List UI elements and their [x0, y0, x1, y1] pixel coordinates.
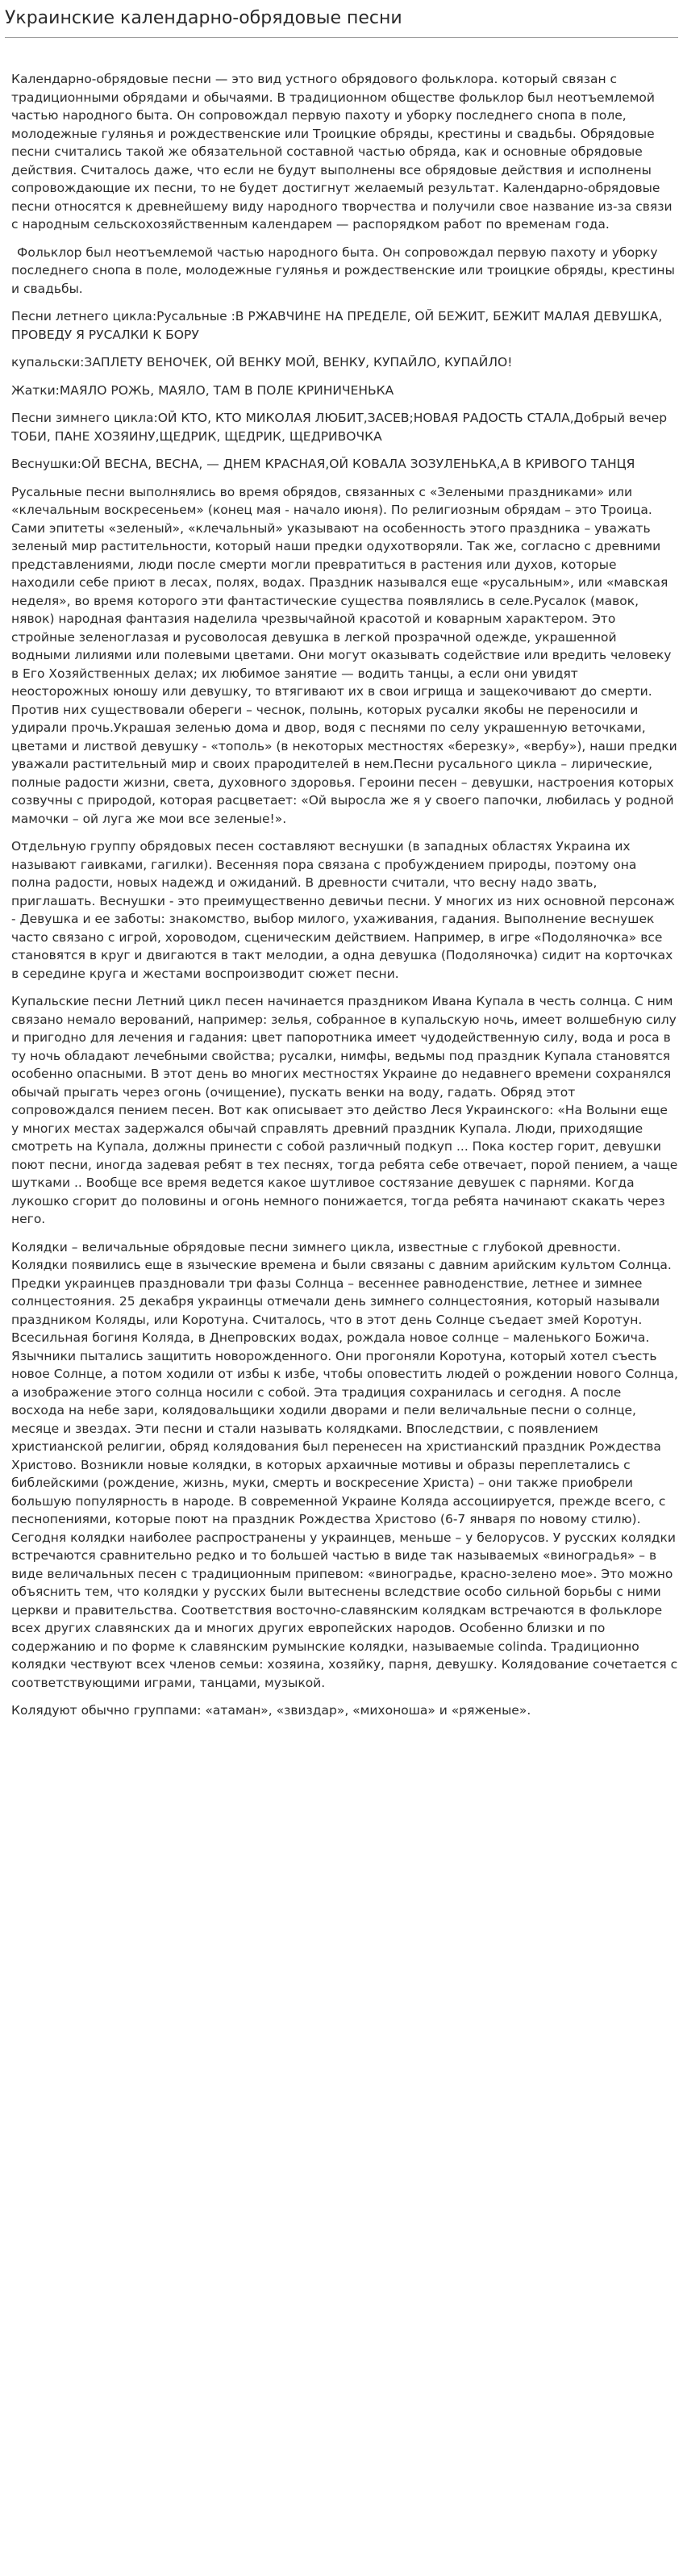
article-body: [0, 38, 683, 1720]
paragraph-rusalnye: Русальные песни выполнялись во время обрядов, связанных с «Зелеными праздниками» или «клечальным воскресеньем» (конец мая - начало июня). По религиозным обрядам – это Троица. Сами эпитеты «зеленый», «клечальный» указывают на особенность этого праздника – уважать зеленый мир растительности, который наши предки одухотворяли. Так же, согласно с древними представлениями, люди после смерти могли превратиться в растения или духов, которые находили себе приют в лесах, полях, водах. Праздник назывался еще «русальным», или «мавская неделя», во время которого эти фантастические существа появлялись в селе.Русалок (мавок, нявок) народная фантазия наделила чрезвычайной красотой и коварным характером. Это стройные зеленоглазая и русоволосая девушка в легкой прозрачной одежде, украшенной водными лилиями или полевыми цветами. Они могут оказывать содействие или вредить человеку в Его Хозяйственных делах; их любимое занятие — водить танцы, а если они увидят неосторожных юношу или девушку, то втягивают их в свои игрища и защекочивают до смерти. Против них существовали обереги – чеснок, полынь, которых русалки якобы не переносили и удирали прочь.Украшая зеленью дома и двор, водя с песнями по селу украшенную веточками, цветами и листвой девушку - «тополь» (в некоторых местностях «березку», «вербу»), наши предки уважали растительный мир и своих прародителей в нем.Песни русального цикла – лирические, полные радости жизни, света, духовного здоровья. Героини песен – девушки, настроения которых созвучны с природой, которая расцветает: «Ой выросла же я у своего папочки, любилась у родной мамочки – ой луга же мои все зеленые!».: [11, 484, 677, 826]
page-title: Украинские календарно-обрядовые песни: [5, 8, 402, 28]
paragraph-kupalski: купальски:ЗАПЛЕТУ ВЕНОЧЕК, ОЙ ВЕНКУ МОЙ, ВЕНКУ, КУПАЙЛО, КУПАЙЛО!: [11, 355, 513, 369]
paragraph-vesnushki: Веснушки:ОЙ ВЕСНА, ВЕСНА, — ДНЕМ КРАСНАЯ,ОЙ КОВАЛА ЗОЗУЛЕНЬКА,А В КРИВОГО ТАНЦЯ: [11, 457, 635, 471]
paragraph-folklore: Фольклор был неотъемлемой частью народного быта. Он сопровождал первую пахоту и уборку последнего снопа в поле, молодежные гулянья и рождественские или троицкие обряды, крестины и свадьбы.: [11, 244, 675, 296]
paragraph-intro: Календарно-обрядовые песни — это вид устного обрядового фольклора. который связан с традиционными обрядами и обычаями. В традиционном обществе фольклор был неотъемлемой частью народного быта. Он сопровождал первую пахоту и уборку последнего снопа в поле, молодежные гулянья и рождественские или Троицкие обряды, крестины и свадьбы. Обрядовые песни считались такой же обязательной составной частью обряда, как и основные обрядовые действия. Считалось даже, что если не будут выполнены все обрядовые действия и исполнены сопровождающие их песни, то не будет достигнут желаемый результат. Календарно-обрядовые песни относятся к древнейшему виду народного творчества и получили свое название из-за связи с народным сельскохозяйственным календарем — распорядком работ по временам года.: [11, 72, 673, 232]
paragraph-zhatki: Жатки:МАЯЛО РОЖЬ, МАЯЛО, ТАМ В ПОЛЕ КРИНИЧЕНЬКА: [11, 382, 394, 398]
paragraph-spring-songs: Отдельную группу обрядовых песен составляют веснушки (в западных областях Украина их называют гаивками, гагилки). Весенняя пора связана с пробуждением природы, поэтому она полна радости, новых надежд и ожиданий. В древности считали, что весну надо звать, приглашать. Веснушки - это преимущественно девичьи песни. У многих из них основной персонаж - Девушка и ее заботы: знакомство, выбор милого, ухаживания, гадания. Выполнение веснушек часто связано с игрой, хороводом, сценическим действием. Например, в игре «Подоляночка» все становятся в круг и двигаются в такт мелодии, а одна девушка (Подоляночка) сидит на корточках в середине круга и жестами воспроизводит сюжет песни.: [11, 839, 675, 981]
paragraph-summer-cycle: Песни летнего цикла:Русальные :В РЖАВЧИНЕ НА ПРЕДЕЛЕ, ОЙ БЕЖИТ, БЕЖИТ МАЛАЯ ДЕВУШКА, ПРОВЕДУ Я РУСАЛКИ К БОРУ: [11, 309, 663, 342]
paragraph-koliadki: Колядки – величальные обрядовые песни зимнего цикла, известные с глубокой древности. Колядки появились еще в языческие времена и были связаны с давним арийским культом Солнца. Предки украинцев праздновали три фазы Солнца – весеннее равноденствие, летнее и зимнее солнцестояния. 25 декабря украинцы отмечали день зимнего солнцестояния, который называли праздником Коляды, или Коротуна. Считалось, что в этот день Солнце съедает змей Коротун. Всесильная богиня Коляда, в Днепровских водах, рождала новое солнце – маленького Божича. Язычники пытались защитить новорожденного. Они прогоняли Коротуна, который хотел съесть новое Солнце, а потом ходили от избы к избе, чтобы оповестить людей о рождении нового Солнца, а изображение этого солнца носили с собой. Эта традиция сохранилась и сегодня. А после восхода на небе зари, колядовальщики ходили дворами и пели величальные песни о солнце, месяце и звездах. Эти песни и стали называть колядками. Впоследствии, с появлением христианской религии, обряд колядования был перенесен на христианский праздник Рождества Христово. Возникли новые колядки, в которых архаичные мотивы и образы переплетались с библейскими (рождение, жизнь, муки, смерть и воскресение Христа) – они также приобрели большую популярность в народе. В современной Украине Коляда ассоциируется, прежде всего, с песнопениями, которые поют на праздник Рождества Христово (6-7 января по новому стилю). Сегодня колядки наиболее распространены у украинцев, меньше – у белорусов. У русских колядки встречаются сравнительно редко и то большей частью в виде так называемых «виноградья» – в виде величальных песен с традиционным припевом: «виноградье, красно-зелено мое». Это можно объяснить тем, что колядки у русских были вытеснены вследствие особо сильной борьбы с ними церкви и правительства. Соответствия восточно-славянским колядкам встречаются в фольклоре всех других славянских да и многих других европейских народов. Особенно близки и по содержанию и по форме к славянским румынские колядки, называемые colinda. Традиционно колядки чествуют всех членов семьи: хозяина, хозяйку, парня, девушку. Колядование сочетается с соответствующими играми, танцами, музыкой.: [11, 1239, 678, 1690]
paragraph-winter-cycle: Песни зимнего цикла:ОЙ КТО, КТО МИКОЛАЯ ЛЮБИТ,ЗАСЕВ;НОВАЯ РАДОСТЬ СТАЛА,Добрый вечер ТОБИ, ПАНЕ ХОЗЯИНУ,ЩЕДРИК, ЩЕДРИК, ЩЕДРИВОЧКА: [11, 411, 668, 444]
paragraph-kupala-songs: Купальские песни Летний цикл песен начинается праздником Ивана Купала в честь солнца. С ним связано немало верований, например: зелья, собранное в купальскую ночь, имеет волшебную силу и пригодно для лечения и гадания: цвет папоротника имеет чудодейственную силу, вода и роса в ту ночь обладают лечебными свойства; русалки, нимфы, ведьмы под праздник Купала становятся особенно опасными. В этот день во многих местностях Украине до недавнего времени сохранялся обычай прыгать через огонь (очищение), пускать венки на воду, гадать. Обряд этот сопровождался пением песен. Вот как описывает это действо Леся Украинского: «На Волыни еще у многих местах задержался обычай справлять древний праздник Купала. Люди, приходящие смотреть на Купала, должны принести с собой различный подкуп ... Пока костер горит, девушки поют песни, иногда задевая ребят в тех песнях, тогда ребята себе отвечает, порой пением, а чаще шутками .. Вообще все время ведется какое шутливое состязание девушек с парнями. Когда лукошко сгорит до половины и огонь немного понижается, тогда ребята начинают скакать через него.: [11, 994, 678, 1226]
paragraph-koliaduyut: Колядуют обычно группами: «атаман», «звиздар», «михоноша» и «ряженые».: [11, 1703, 531, 1718]
